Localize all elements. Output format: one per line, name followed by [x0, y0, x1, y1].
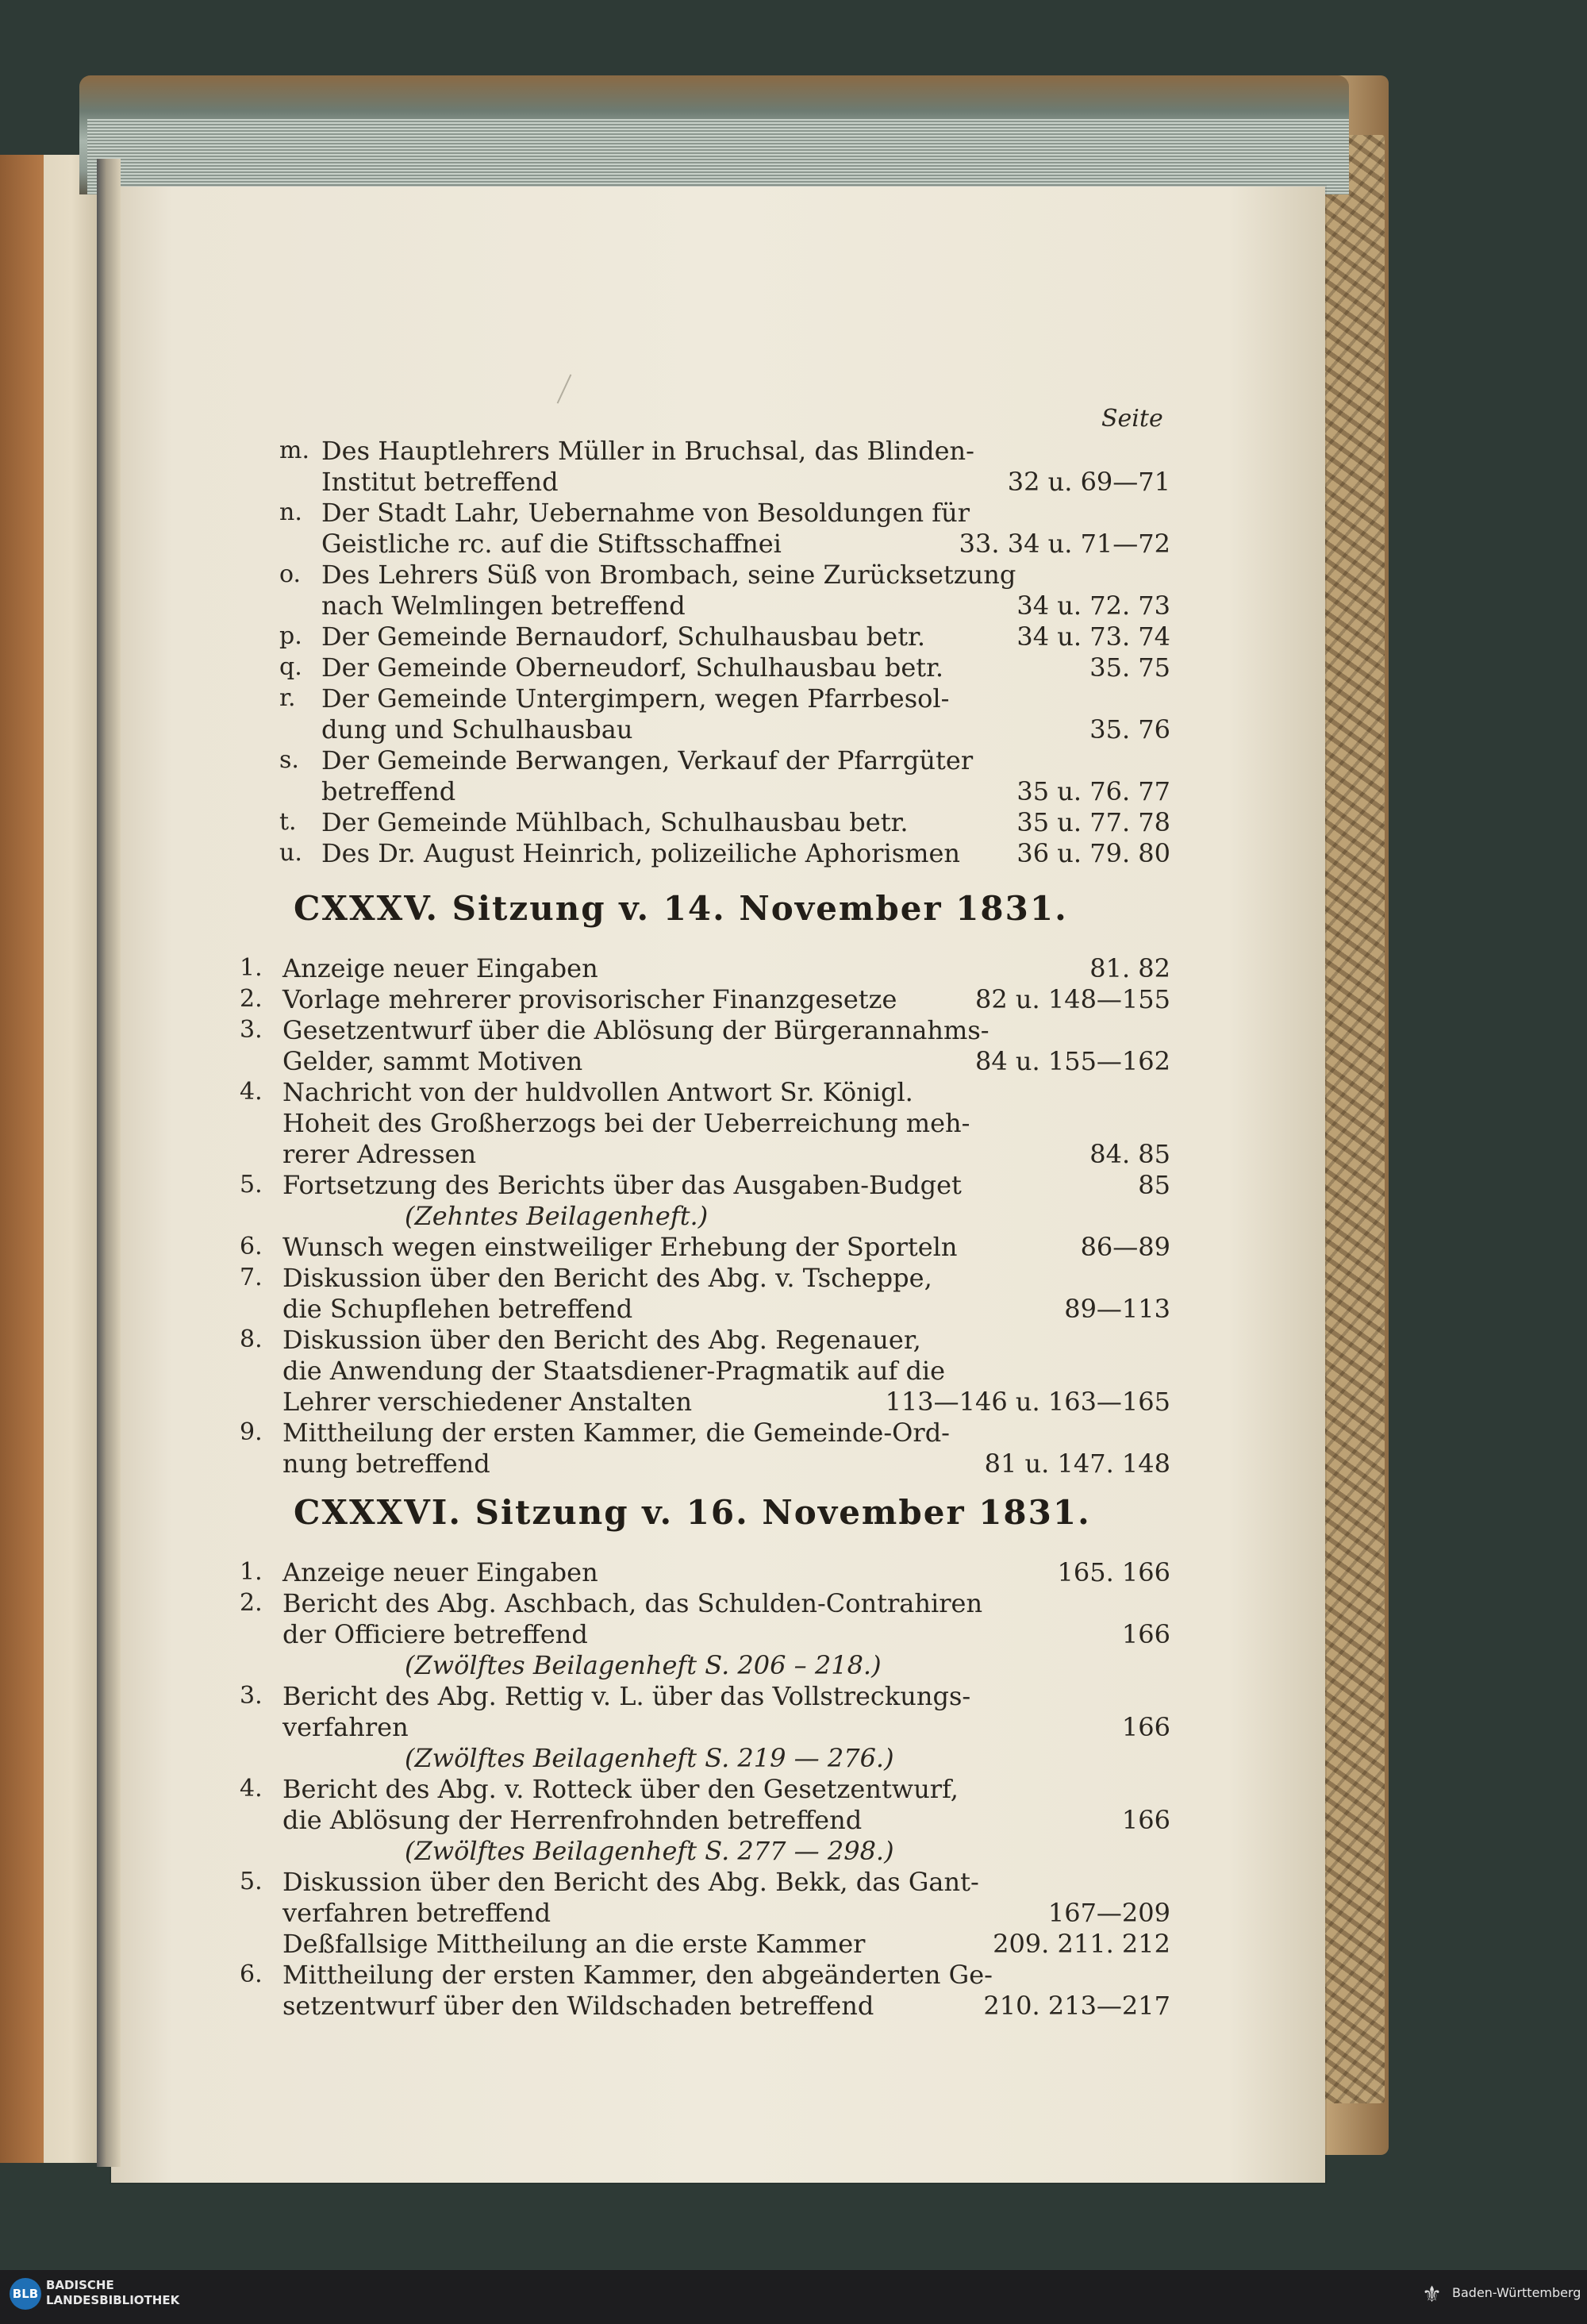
item-label: 2. [240, 1589, 263, 1617]
item-label: 4. [240, 1775, 263, 1803]
list-item [0, 528, 1587, 560]
item-text: die Anwendung der Staatsdiener-Pragmatik auf die [282, 1356, 946, 1386]
list-item [0, 559, 1587, 591]
supplement-note: (Zwölftes Beilagenheft S. 206 – 218.) [405, 1650, 882, 1680]
list-item [0, 806, 1587, 838]
item-pages: 166 [1121, 1805, 1170, 1835]
list-item [0, 1959, 1587, 1991]
item-label: 2. [240, 985, 263, 1013]
item-text: Bericht des Abg. Rettig v. L. über das Vollstreckungs- [282, 1681, 971, 1711]
page-block-top [87, 119, 1349, 194]
item-text: Diskussion über den Bericht des Abg. v. Tscheppe, [282, 1263, 932, 1293]
list-item [0, 775, 1587, 807]
item-pages: 34 u. 72. 73 [1016, 591, 1170, 621]
item-pages: 81 u. 147. 148 [984, 1449, 1170, 1479]
item-text: rerer Adressen [282, 1139, 477, 1169]
item-text: Gelder, sammt Motiven [282, 1046, 583, 1076]
item-pages: 33. 34 u. 71—72 [959, 529, 1170, 559]
item-pages: 84 u. 155—162 [975, 1046, 1170, 1076]
item-label: 6. [240, 1960, 263, 1988]
item-pages: 166 [1121, 1619, 1170, 1649]
viewer-footer [0, 2270, 1587, 2324]
item-label: p. [279, 622, 302, 650]
list-item [0, 1293, 1587, 1325]
item-pages: 36 u. 79. 80 [1016, 838, 1170, 868]
list-item [0, 952, 1587, 984]
item-text: verfahren betreffend [282, 1898, 551, 1928]
item-text: Der Gemeinde Untergimpern, wegen Pfarrbesol- [321, 683, 950, 714]
item-text: Diskussion über den Bericht des Abg. Regenauer, [282, 1325, 921, 1355]
supplement-note: (Zehntes Beilagenheft.) [405, 1201, 709, 1231]
library-name-line1: BADISCHE [46, 2278, 114, 2292]
coat-of-arms-icon: ⚜ [1422, 2281, 1443, 2307]
item-text: Des Dr. August Heinrich, polizeiliche Aphorismen [321, 838, 960, 868]
item-text: dung und Schulhausbau [321, 714, 633, 745]
item-label: 3. [240, 1016, 263, 1044]
list-item [0, 837, 1587, 869]
item-text: nung betreffend [282, 1449, 490, 1479]
item-label: 1. [240, 954, 263, 982]
item-pages: 165. 166 [1057, 1557, 1170, 1587]
item-pages: 210. 213—217 [983, 1991, 1170, 2021]
list-item [0, 1138, 1587, 1170]
list-item [0, 1773, 1587, 1805]
item-label: 7. [240, 1264, 263, 1291]
item-pages: 81. 82 [1089, 953, 1170, 983]
item-text: Vorlage mehrerer provisorischer Finanzgesetze [282, 984, 897, 1014]
item-pages: 82 u. 148—155 [975, 984, 1170, 1014]
item-text: Geistliche rc. auf die Stiftsschaffnei [321, 529, 782, 559]
item-pages: 209. 211. 212 [993, 1929, 1170, 1959]
list-item [0, 1417, 1587, 1449]
list-item [0, 435, 1587, 467]
item-label: r. [279, 684, 296, 712]
item-label: q. [279, 653, 302, 681]
list-item [0, 1680, 1587, 1712]
item-pages: 35 u. 76. 77 [1016, 776, 1170, 806]
list-item [0, 652, 1587, 683]
item-pages: 35. 76 [1089, 714, 1170, 745]
item-text: Der Gemeinde Mühlbach, Schulhausbau betr. [321, 807, 909, 837]
item-text: Anzeige neuer Eingaben [282, 1557, 598, 1587]
item-text: Nachricht von der huldvollen Antwort Sr. Königl. [282, 1077, 913, 1107]
list-item [0, 466, 1587, 498]
item-text: Mittheilung der ersten Kammer, die Gemeinde-Ord- [282, 1418, 950, 1448]
item-text: Anzeige neuer Eingaben [282, 953, 598, 983]
item-label: 5. [240, 1868, 263, 1895]
item-text: nach Welmlingen betreffend [321, 591, 686, 621]
item-text: Des Hauptlehrers Müller in Bruchsal, das Blinden- [321, 436, 974, 466]
item-text: Hoheit des Großherzogs bei der Ueberreichung meh- [282, 1108, 970, 1138]
item-text: die Schupflehen betreffend [282, 1294, 633, 1324]
item-label: 1. [240, 1558, 263, 1586]
list-item [0, 1990, 1587, 2022]
item-label: o. [279, 560, 302, 588]
item-pages: 86—89 [1080, 1232, 1170, 1262]
item-text: Mittheilung der ersten Kammer, den abgeänderten Ge- [282, 1960, 993, 1990]
item-pages: 35. 75 [1089, 652, 1170, 683]
item-pages: 35 u. 77. 78 [1016, 807, 1170, 837]
list-item [0, 1355, 1587, 1387]
list-item [0, 1014, 1587, 1046]
item-text: Diskussion über den Bericht des Abg. Bekk, das Gant- [282, 1867, 979, 1897]
supplement-note: (Zwölftes Beilagenheft S. 277 — 298.) [405, 1836, 894, 1866]
item-pages: 85 [1138, 1170, 1170, 1200]
item-text: der Officiere betreffend [282, 1619, 588, 1649]
list-item [0, 745, 1587, 776]
item-text: Lehrer verschiedener Anstalten [282, 1387, 693, 1417]
item-text: Der Stadt Lahr, Uebernahme von Besoldungen für [321, 498, 970, 528]
item-text: Wunsch wegen einstweiliger Erhebung der Sporteln [282, 1232, 958, 1262]
item-pages: 166 [1121, 1712, 1170, 1742]
list-item [0, 1231, 1587, 1263]
list-item [0, 1045, 1587, 1077]
list-item [0, 1866, 1587, 1898]
library-name [46, 2278, 179, 2308]
item-label: 9. [240, 1418, 263, 1446]
item-text: Deßfallsige Mittheilung an die erste Kammer [282, 1929, 866, 1959]
list-item [0, 621, 1587, 652]
list-item [0, 1587, 1587, 1619]
list-item [0, 1448, 1587, 1479]
list-item [0, 683, 1587, 714]
section-heading: CXXXVI. Sitzung v. 16. November 1831. [294, 1493, 1091, 1532]
list-item [0, 590, 1587, 621]
item-text: die Ablösung der Herrenfrohnden betreffend [282, 1805, 863, 1835]
item-label: 8. [240, 1326, 263, 1353]
item-label: 4. [240, 1078, 263, 1106]
list-item [0, 1897, 1587, 1929]
item-text: setzentwurf über den Wildschaden betreffend [282, 1991, 874, 2021]
list-item [0, 1262, 1587, 1294]
item-label: n. [279, 498, 302, 526]
list-item [0, 1386, 1587, 1418]
item-label: s. [279, 746, 299, 774]
item-pages: 34 u. 73. 74 [1016, 621, 1170, 652]
list-item [0, 1076, 1587, 1108]
item-label: t. [279, 808, 297, 836]
item-label: 3. [240, 1682, 263, 1710]
item-text: Institut betreffend [321, 467, 559, 497]
list-item [0, 1556, 1587, 1588]
list-item [0, 983, 1587, 1015]
list-item [0, 1804, 1587, 1836]
item-text: Gesetzentwurf über die Ablösung der Bürgerannahms- [282, 1015, 989, 1045]
item-label: m. [279, 437, 309, 464]
item-text: Bericht des Abg. v. Rotteck über den Gesetzentwurf, [282, 1774, 959, 1804]
state-name[interactable]: Baden-Württemberg [1452, 2285, 1581, 2300]
supplement-note: (Zwölftes Beilagenheft S. 219 — 276.) [405, 1743, 894, 1773]
item-label: u. [279, 839, 302, 867]
item-pages: 167—209 [1047, 1898, 1170, 1928]
section-heading: CXXXV. Sitzung v. 14. November 1831. [294, 889, 1068, 928]
list-item [0, 497, 1587, 529]
item-text: betreffend [321, 776, 456, 806]
item-text: Fortsetzung des Berichts über das Ausgaben-Budget [282, 1170, 962, 1200]
item-text: Der Gemeinde Berwangen, Verkauf der Pfarrgüter [321, 745, 974, 775]
list-item [0, 714, 1587, 745]
item-label: 5. [240, 1171, 263, 1199]
item-text: Bericht des Abg. Aschbach, das Schulden-Contrahiren [282, 1588, 983, 1618]
item-text: verfahren [282, 1712, 409, 1742]
blb-logo[interactable]: BLB [10, 2278, 41, 2310]
list-item [0, 1618, 1587, 1650]
item-text: Des Lehrers Süß von Brombach, seine Zurücksetzung [321, 560, 1016, 590]
item-pages: 32 u. 69—71 [1007, 467, 1170, 497]
list-item [0, 1169, 1587, 1201]
item-pages: 84. 85 [1089, 1139, 1170, 1169]
page-column-header: Seite [1101, 405, 1163, 433]
list-item [0, 1324, 1587, 1356]
item-pages: 113—146 u. 163—165 [885, 1387, 1170, 1417]
list-item [0, 1107, 1587, 1139]
list-item [0, 1928, 1587, 1960]
item-label: 6. [240, 1233, 263, 1260]
list-item [0, 1711, 1587, 1743]
item-text: Der Gemeinde Bernaudorf, Schulhausbau betr. [321, 621, 926, 652]
library-name-line2: LANDESBIBLIOTHEK [46, 2293, 180, 2307]
item-pages: 89—113 [1064, 1294, 1170, 1324]
item-text: Der Gemeinde Oberneudorf, Schulhausbau betr. [321, 652, 944, 683]
